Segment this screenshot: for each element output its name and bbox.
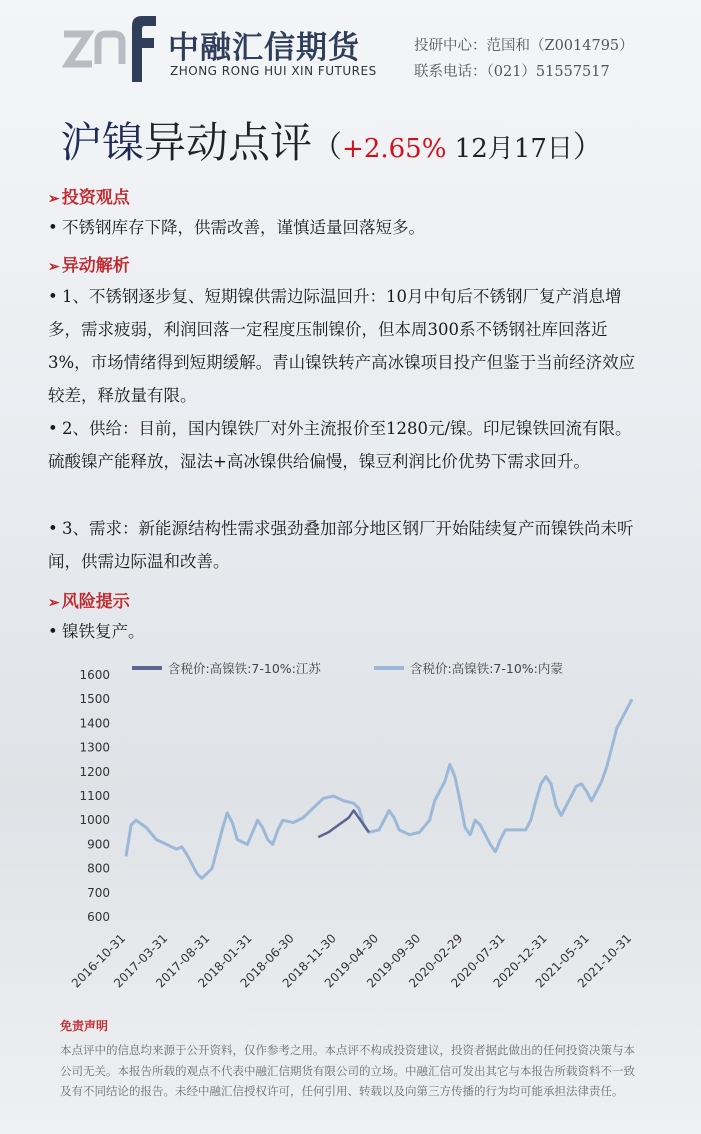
y-tick-label: 800: [87, 861, 110, 876]
x-tick-label: 2019-04-30: [321, 931, 382, 991]
section-heading-view-label: 投资观点: [61, 188, 130, 208]
analysis-text-1: 1、不锈钢逐步复、短期镍供需边际温回升：10月中旬后不锈钢厂复产消息增多，需求疲弱，利润回落一定程度压制镍价，但本周300系不锈钢社库回落近3%，市场情绪得到短期缓解。青山镍铁转产高冰镍项目投产但鉴于当前经济效应较差，释放量有限。: [48, 287, 636, 405]
y-tick-label: 1500: [79, 692, 110, 707]
y-tick-label: 1000: [79, 813, 110, 828]
x-tick-label: 2020-12-31: [490, 931, 550, 991]
y-tick-label: 1100: [79, 789, 110, 803]
bullet-icon: •: [48, 622, 58, 641]
arrow-icon: ➢: [48, 595, 60, 611]
price-line-chart: [60, 655, 660, 1000]
bullet-icon: •: [48, 287, 58, 306]
report-header: [0, 0, 701, 100]
x-tick-label: 2021-10-31: [574, 931, 635, 991]
section-heading-risk-label: 风险提示: [61, 592, 130, 612]
company-logo-icon: [62, 12, 162, 82]
title-change: +2.65%: [342, 134, 447, 164]
contact-analyst: 投研中心：范国和（Z0014795）: [414, 38, 634, 54]
x-tick-label: 2021-05-31: [532, 931, 592, 991]
view-paragraph: [48, 211, 648, 244]
analysis-text-3: 3、需求：新能源结构性需求强劲叠加部分地区钢厂开始陆续复产而镍铁尚未听闻，供需边际温和改善。: [48, 519, 634, 571]
y-tick-label: 1300: [79, 740, 110, 755]
page-title: [60, 110, 603, 170]
title-paren-close: ）: [572, 130, 603, 165]
disclaimer-title: 免责声明: [60, 1019, 109, 1033]
y-tick-label: 1200: [79, 764, 110, 779]
title-subject: 异动点评: [144, 118, 313, 167]
y-tick-label: 1400: [79, 716, 110, 731]
title-date: 12月17日: [446, 134, 573, 164]
x-tick-label: 2017-03-31: [111, 931, 171, 991]
view-text: 不锈钢库存下降，供需改善，谨慎适量回落短多。: [62, 218, 425, 237]
risk-text: 镍铁复产。: [62, 622, 145, 641]
title-product: 沪镍: [60, 118, 145, 167]
bullet-icon: •: [48, 519, 58, 538]
y-tick-label: 600: [87, 910, 110, 924]
legend-label-1: 含税价:高镍铁:7-10%:江苏: [168, 661, 321, 676]
x-tick-label: 2018-06-30: [237, 931, 297, 991]
y-tick-label: 1600: [79, 668, 110, 682]
title-paren-open: （: [312, 130, 343, 165]
x-tick-label: 2020-07-31: [448, 931, 508, 991]
bullet-icon: •: [48, 218, 58, 237]
x-tick-label: 2018-01-31: [195, 931, 255, 991]
analysis-item-2: [48, 412, 648, 478]
arrow-icon: ➢: [48, 191, 60, 207]
series-line-2: [126, 699, 632, 878]
analysis-text-2: 2、供给：目前，国内镍铁厂对外主流报价至1280元/镍。印尼镍铁回流有限。硫酸镍产能释放，湿法+高冰镍供给偏慢，镍豆利润比价优势下需求回升。: [48, 419, 632, 471]
contact-phone: 联系电话：（021）51557517: [414, 64, 610, 80]
section-heading-analysis: [48, 251, 130, 276]
disclaimer-text: 本点评中的信息均来源于公开资料，仅作参考之用。本点评不构成投资建议，投资者据此做出的任何投资决策与本公司无关。本报告所载的观点不代表中融汇信期货有限公司的立场。中融汇信可发出其它与本报告所载资料不一致及有不同结论的报告。未经中融汇信授权许可，任何引用、转载以及向第三方传播的行为均可能承担法律责任。: [60, 1043, 635, 1098]
bullet-icon: •: [48, 419, 58, 438]
x-tick-label: 2017-08-31: [153, 931, 213, 991]
section-heading-view: [48, 183, 130, 208]
section-heading-analysis-label: 异动解析: [61, 256, 130, 276]
x-tick-label: 2016-10-31: [68, 931, 129, 991]
arrow-icon: ➢: [48, 259, 60, 275]
company-name-cn: 中融汇信期货: [168, 30, 360, 66]
company-name-en: ZHONG RONG HUI XIN FUTURES: [170, 64, 377, 78]
analysis-item-3: [48, 512, 648, 578]
risk-paragraph: [48, 615, 648, 648]
x-tick-label: 2020-02-29: [406, 931, 466, 991]
y-tick-label: 900: [87, 837, 110, 852]
legend-label-2: 含税价:高镍铁:7-10%:内蒙: [410, 661, 563, 676]
x-tick-label: 2018-11-30: [279, 931, 339, 991]
y-tick-label: 700: [87, 885, 110, 900]
section-heading-risk: [48, 587, 130, 612]
analysis-item-1: [48, 280, 648, 412]
x-tick-label: 2019-09-30: [364, 931, 424, 991]
